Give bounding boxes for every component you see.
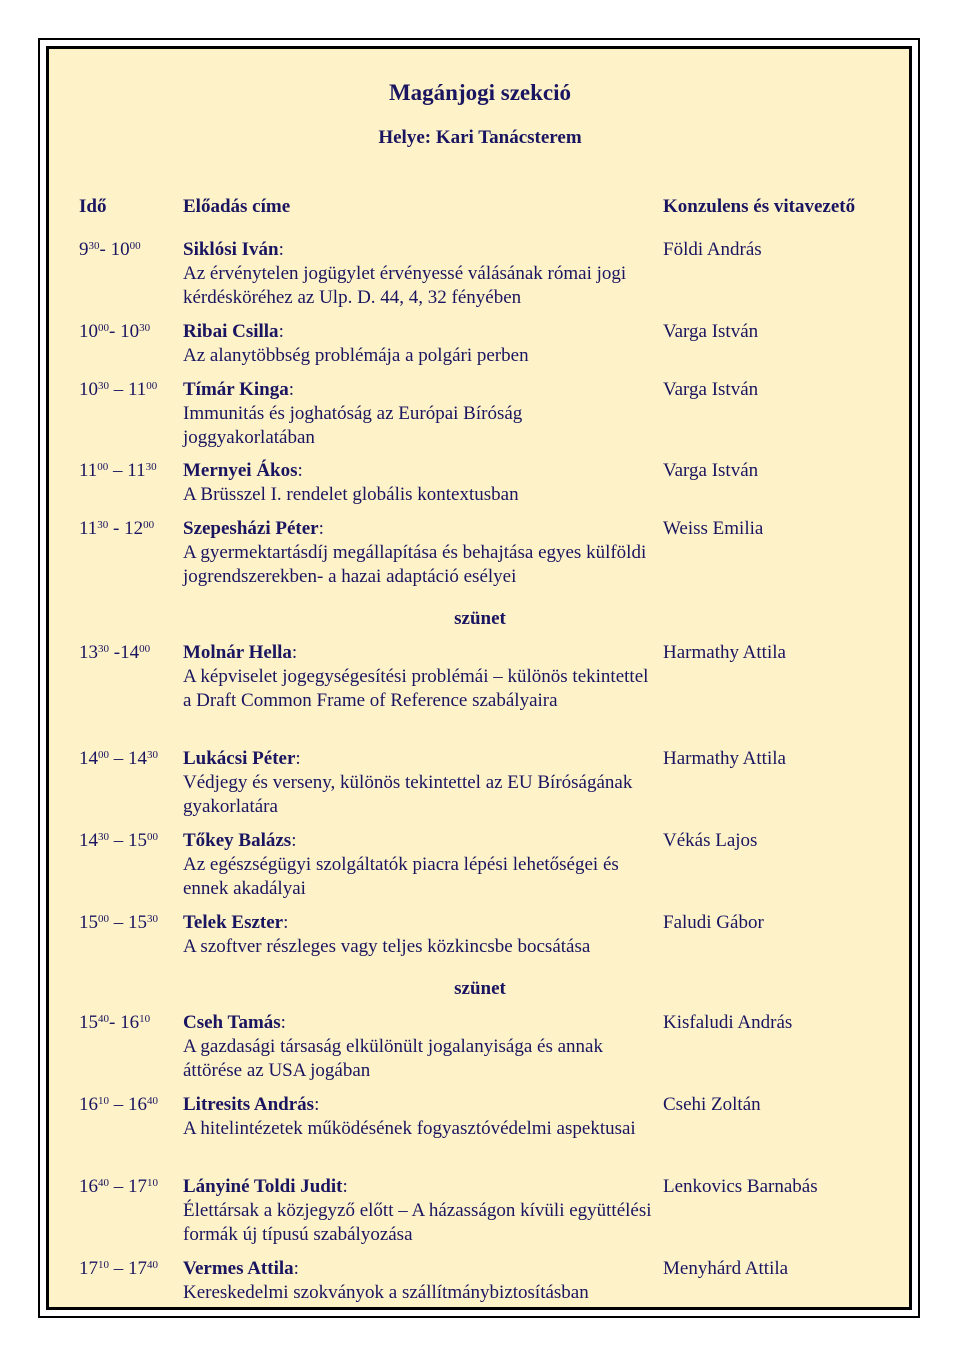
break-label: szünet: [454, 978, 506, 999]
time-range: [79, 459, 157, 483]
consultant-name: Varga István: [663, 460, 759, 481]
end-minute: 40: [147, 1095, 158, 1107]
start-hour: 11: [79, 460, 98, 481]
talk-info: Szepesházi Péter: A gyermektartásdíj megállapítása és behajtása egyes külföldi jogrendszerekben- a hazai adaptáció esélyei: [183, 517, 653, 589]
end-hour: 14: [128, 748, 147, 769]
time-separator: –: [109, 748, 128, 769]
start-minute: 40: [98, 1177, 109, 1189]
consultant-name: Harmathy Attila: [663, 642, 786, 663]
speaker-name: Szepesházi Péter: [183, 518, 319, 539]
talk-info: Litresits András: A hitelintézetek működésének fogyasztóvédelmi aspektusai: [183, 1093, 653, 1141]
end-hour: 14: [120, 642, 140, 663]
time-range: [79, 641, 150, 665]
end-hour: 11: [128, 379, 147, 400]
time-separator: –: [109, 1176, 128, 1197]
start-minute: 00: [98, 322, 109, 334]
start-minute: 00: [97, 461, 109, 473]
speaker-name: Telek Eszter: [183, 912, 284, 933]
start-minute: 30: [88, 240, 100, 252]
start-minute: 30: [98, 380, 109, 392]
time-separator: –: [109, 1094, 128, 1115]
start-hour: 16: [79, 1176, 98, 1197]
talk-info: Siklósi Iván: Az érvénytelen jogügylet érvényessé válásának római jogi kérdésköréhez az Ulp. D. 44, 4, 32 fényében: [183, 238, 653, 310]
end-hour: 11: [127, 460, 146, 481]
header-talk: Előadás címe: [183, 196, 291, 217]
start-minute: 10: [98, 1259, 109, 1271]
speaker-name: Litresits András: [183, 1094, 315, 1115]
consultant-name: Faludi Gábor: [663, 912, 764, 933]
start-hour: 10: [79, 321, 98, 342]
talk-title: Az egészségügyi szolgáltatók piacra lépési lehetőségei és ennek akadályai: [183, 854, 619, 899]
time-separator: –: [109, 912, 128, 933]
time-separator: –: [109, 830, 128, 851]
consultant-name: Harmathy Attila: [663, 748, 786, 769]
talk-info: Tímár Kinga: Immunitás és joghatóság az Európai Bíróság joggyakorlatában: [183, 378, 653, 450]
time-range: [79, 911, 158, 935]
time-separator: –: [108, 460, 128, 481]
talk-info: Tőkey Balázs: Az egészségügyi szolgáltatók piacra lépési lehetőségei és ennek akadályai: [183, 829, 653, 901]
end-hour: 16: [120, 1012, 140, 1033]
start-hour: 15: [79, 1012, 98, 1033]
time-range: [79, 517, 154, 541]
header-consultant: Konzulens és vitavezető: [663, 196, 856, 217]
consultant-name: Lenkovics Barnabás: [663, 1176, 818, 1197]
talk-title: A hitelintézetek működésének fogyasztóvédelmi aspektusai: [183, 1118, 636, 1139]
start-minute: 30: [98, 643, 109, 655]
end-minute: 30: [145, 461, 157, 473]
end-minute: 40: [147, 1259, 158, 1271]
start-minute: 30: [97, 519, 109, 531]
speaker-name: Molnár Hella: [183, 642, 292, 663]
end-minute: 30: [147, 749, 158, 761]
start-hour: 10: [79, 379, 98, 400]
talk-info: Cseh Tamás: A gazdasági társaság elkülönült jogalanyisága és annak áttörése az USA jogában: [183, 1011, 653, 1083]
time-separator: -: [109, 1012, 121, 1033]
consultant-name: Weiss Emilia: [663, 518, 764, 539]
end-minute: 00: [146, 380, 158, 392]
talk-info: Ribai Csilla: Az alanytöbbség problémája a polgári perben: [183, 320, 653, 368]
time-range: [79, 320, 150, 344]
talk-title: A gyermektartásdíj megállapítása és behajtása egyes külföldi jogrendszerekben- a hazai adaptáció esélyei: [183, 542, 647, 587]
speaker-name: Tímár Kinga: [183, 379, 289, 400]
location-subtitle: Helye: Kari Tanácsterem: [378, 127, 582, 148]
end-minute: 00: [147, 831, 158, 843]
speaker-name: Lukácsi Péter: [183, 748, 296, 769]
time-separator: -: [99, 239, 111, 260]
talk-title: Az alanytöbbség problémája a polgári perben: [183, 345, 529, 366]
time-range: [79, 1175, 158, 1199]
end-hour: 16: [128, 1094, 147, 1115]
talk-info: Lányiné Toldi Judit: Élettársak a közjegyző előtt – A házasságon kívüli együttélési formák új típusú szabályozása: [183, 1176, 652, 1245]
talk-title: A Brüsszel I. rendelet globális kontextusban: [183, 484, 519, 505]
end-hour: 17: [128, 1176, 147, 1197]
start-hour: 11: [79, 518, 98, 539]
talk-info: Telek Eszter: A szoftver részleges vagy teljes közkincsbe bocsátása: [183, 911, 653, 959]
consultant-name: Kisfaludi András: [663, 1012, 793, 1033]
talk-title: Védjegy és verseny, különös tekintettel az EU Bíróságának gyakorlatára: [183, 772, 633, 817]
talk-title: Élettársak a közjegyző előtt – A házasságon kívüli együttélési formák új típusú szabályozása: [183, 1200, 652, 1245]
end-minute: 00: [143, 519, 155, 531]
page-title: Magánjogi szekció: [388, 80, 572, 105]
start-hour: 17: [79, 1258, 98, 1279]
time-separator: –: [109, 1258, 128, 1279]
start-minute: 00: [98, 913, 109, 925]
end-minute: 30: [147, 913, 158, 925]
start-minute: 40: [98, 1013, 109, 1025]
time-separator: -: [109, 642, 121, 663]
talk-title: Kereskedelmi szokványok a szállítmánybiztosításban: [183, 1282, 589, 1303]
end-minute: 00: [129, 240, 141, 252]
end-hour: 15: [128, 912, 147, 933]
consultant-name: Földi András: [663, 239, 762, 260]
time-range: [79, 1011, 150, 1035]
speaker-name: Tőkey Balázs: [183, 830, 292, 851]
consultant-name: Varga István: [663, 321, 759, 342]
time-range: [79, 378, 157, 402]
break-label: szünet: [454, 608, 506, 629]
start-hour: 9: [79, 239, 89, 260]
start-minute: 00: [98, 749, 109, 761]
talk-title: A képviselet jogegységesítési problémái – különös tekintettel a Draft Common Frame of Reference szabályaira: [183, 666, 649, 711]
start-hour: 13: [79, 642, 98, 663]
end-hour: 10: [120, 321, 140, 342]
end-minute: 00: [139, 643, 151, 655]
consultant-name: Vékás Lajos: [663, 830, 758, 851]
talk-info: Vermes Attila: Kereskedelmi szokványok a szállítmánybiztosításban: [183, 1257, 653, 1305]
end-hour: 12: [124, 518, 144, 539]
consultant-name: Menyhárd Attila: [663, 1258, 789, 1279]
speaker-name: Vermes Attila: [183, 1258, 294, 1279]
end-minute: 10: [139, 1013, 151, 1025]
start-minute: 10: [98, 1095, 109, 1107]
start-hour: 16: [79, 1094, 98, 1115]
talk-title: Az érvénytelen jogügylet érvényessé válásának római jogi kérdésköréhez az Ulp. D. 44, 4, 32 fényében: [183, 263, 627, 308]
time-range: [79, 1093, 158, 1117]
start-hour: 15: [79, 912, 98, 933]
consultant-name: Csehi Zoltán: [663, 1094, 761, 1115]
talk-title: Immunitás és joghatóság az Európai Bíróság joggyakorlatában: [183, 403, 523, 448]
start-minute: 30: [98, 831, 109, 843]
time-range: [79, 1257, 158, 1281]
speaker-name: Lányiné Toldi Judit: [183, 1176, 343, 1197]
start-hour: 14: [79, 748, 98, 769]
end-minute: 30: [139, 322, 151, 334]
time-range: [79, 238, 141, 262]
talk-title: A szoftver részleges vagy teljes közkincsbe bocsátása: [183, 936, 591, 957]
time-range: [79, 747, 158, 771]
end-minute: 10: [147, 1177, 158, 1189]
end-hour: 15: [128, 830, 147, 851]
speaker-name: Siklósi Iván: [183, 239, 279, 260]
end-hour: 17: [128, 1258, 147, 1279]
time-separator: -: [109, 321, 121, 342]
end-hour: 10: [110, 239, 130, 260]
start-hour: 14: [79, 830, 98, 851]
time-range: [79, 829, 158, 853]
speaker-name: Mernyei Ákos: [183, 460, 298, 481]
talk-title: A gazdasági társaság elkülönült jogalanyisága és annak áttörése az USA jogában: [183, 1036, 603, 1081]
consultant-name: Varga István: [663, 379, 759, 400]
time-separator: -: [108, 518, 125, 539]
talk-info: Mernyei Ákos: A Brüsszel I. rendelet globális kontextusban: [183, 459, 653, 507]
talk-info: Lukácsi Péter: Védjegy és verseny, különös tekintettel az EU Bíróságának gyakorlatára: [183, 747, 653, 819]
header-time: Idő: [79, 196, 107, 217]
time-separator: –: [109, 379, 128, 400]
speaker-name: Cseh Tamás: [183, 1012, 281, 1033]
talk-info: Molnár Hella: A képviselet jogegységesítési problémái – különös tekintettel a Draft Common Frame of Reference szabályaira: [183, 641, 653, 713]
speaker-name: Ribai Csilla: [183, 321, 279, 342]
